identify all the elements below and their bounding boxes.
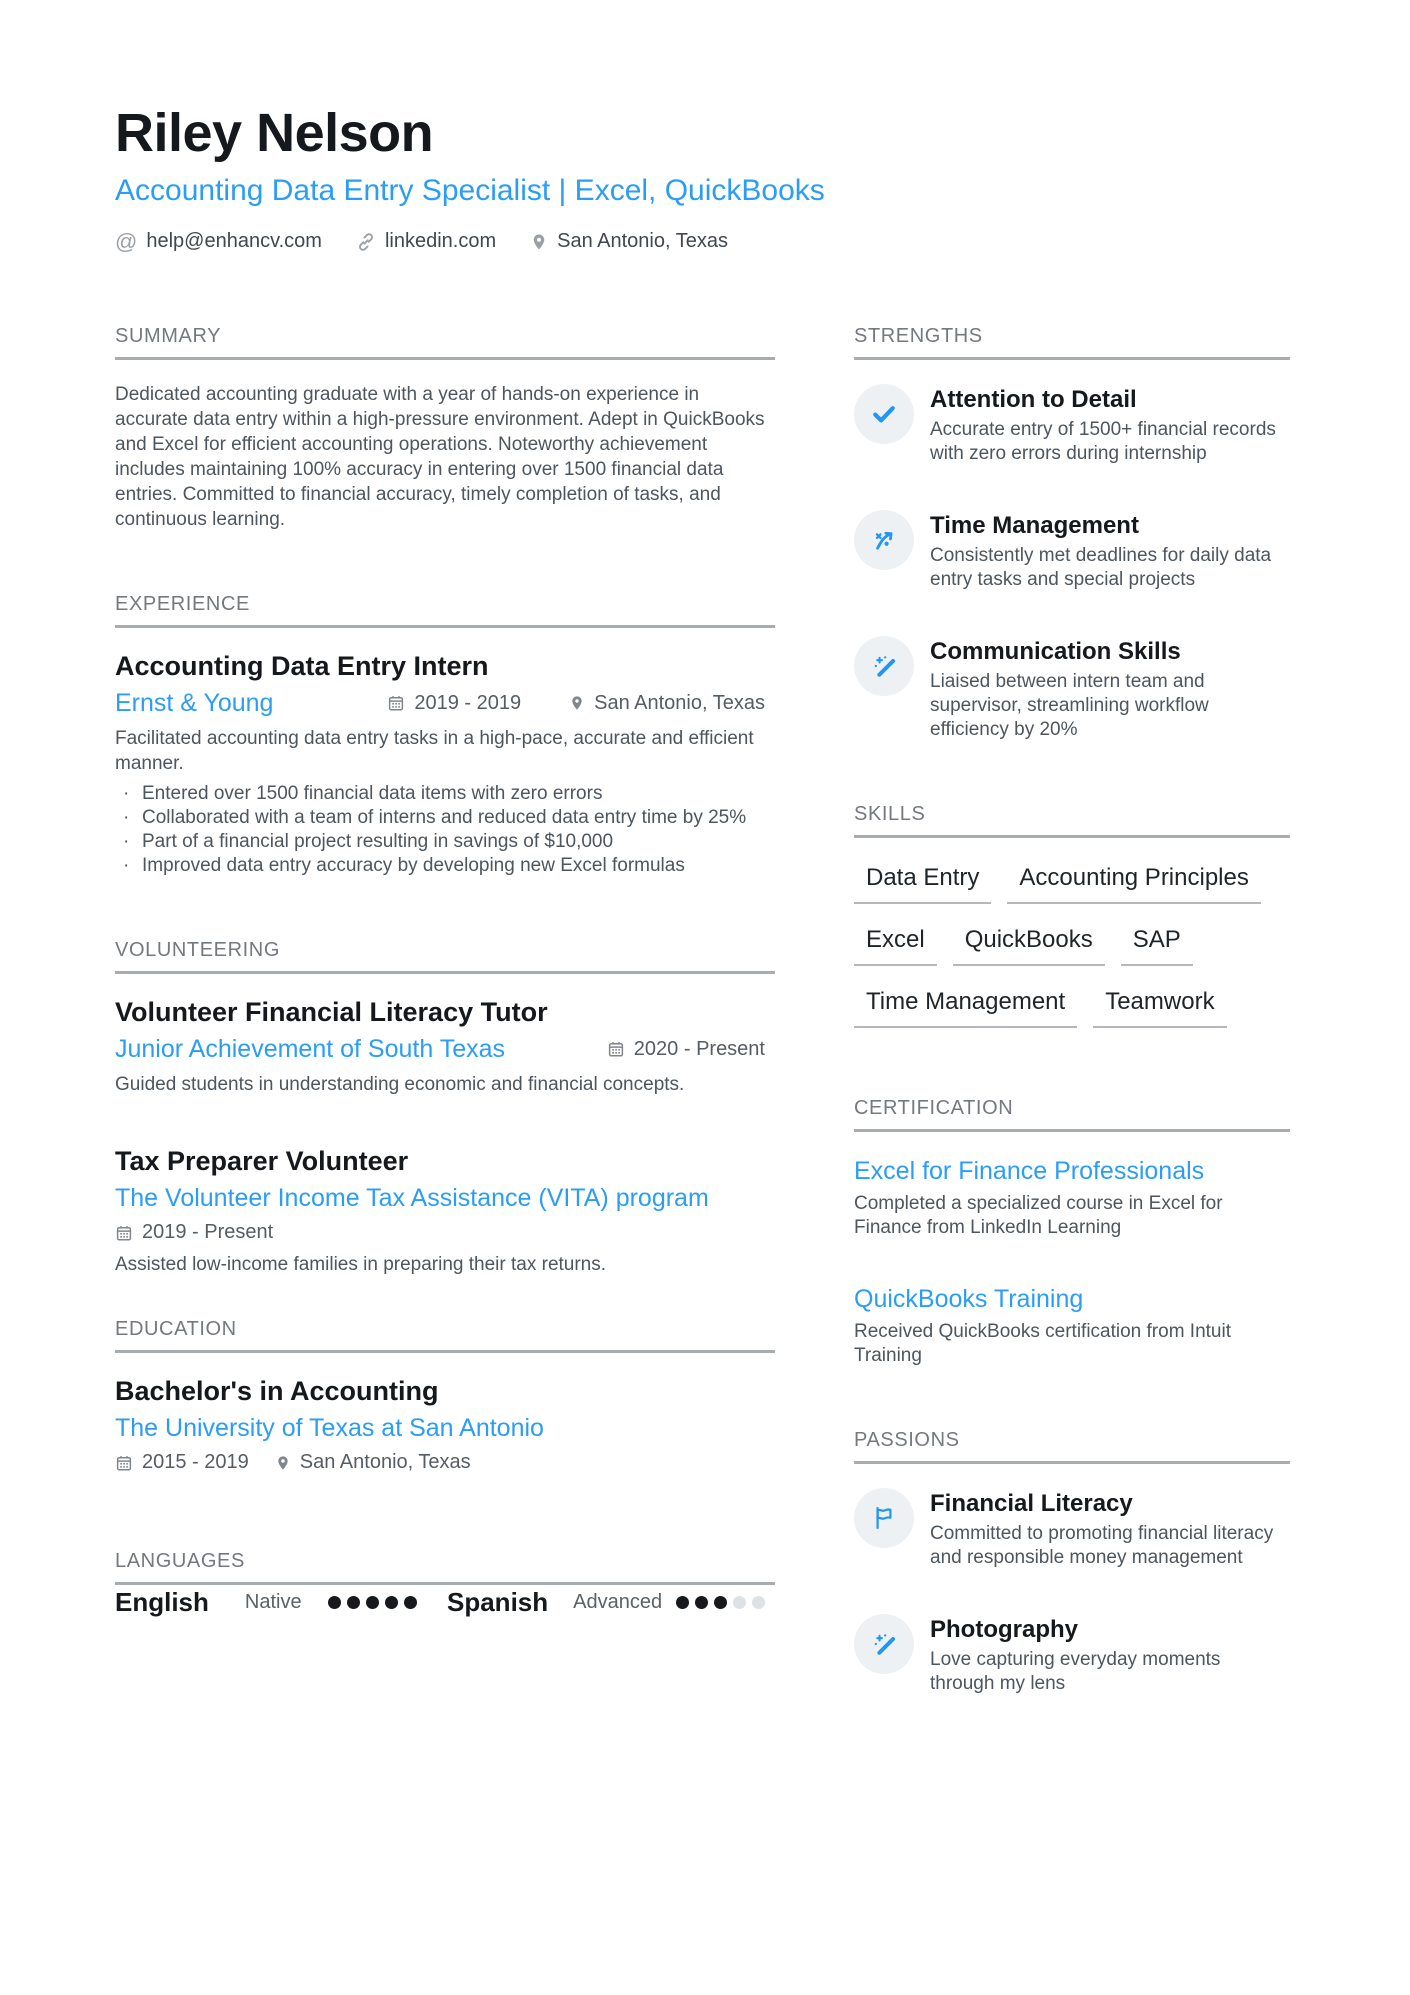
left-column <box>115 324 775 1696</box>
calendar-icon <box>115 1454 133 1472</box>
experience-entry <box>115 650 775 878</box>
proficiency-dot <box>404 1596 417 1609</box>
person-name: Riley Nelson <box>115 103 434 163</box>
language-item <box>115 1587 447 1618</box>
map-pin-icon <box>569 694 585 712</box>
map-pin-icon <box>275 1454 291 1472</box>
proficiency-dot <box>676 1596 689 1609</box>
volunteering-org-link[interactable]: The Volunteer Income Tax Assistance (VITA) program <box>115 1184 709 1212</box>
resume-header <box>115 104 1290 253</box>
certification-description: Completed a specialized course in Excel for Finance from LinkedIn Learning <box>854 1193 1223 1238</box>
summary-heading: SUMMARY <box>115 324 775 360</box>
passion-description: Committed to promoting financial literacy and responsible money management <box>930 1523 1274 1568</box>
certification-entry <box>854 1284 1290 1368</box>
certification-title-link[interactable]: Excel for Finance Professionals <box>854 1157 1205 1185</box>
passions-heading: PASSIONS <box>854 1428 1290 1464</box>
volunteering-title: Tax Preparer Volunteer <box>115 1146 409 1176</box>
summary-text: Dedicated accounting graduate with a year of hands-on experience in accurate data entry within a high-pressure environment. Adept in QuickBooks and Excel for efficient accounting operations. Noteworthy achievement includes maintaining 100% accuracy in entering over 1500 financial data entries. Committed to financial accuracy, timely completion of tasks, and continuous learning. <box>115 384 765 530</box>
contact-location <box>530 230 728 253</box>
check-icon <box>854 384 914 444</box>
calendar-icon <box>607 1040 625 1058</box>
languages-row <box>115 1587 775 1618</box>
contact-linkedin[interactable] <box>356 230 496 253</box>
location-text: San Antonio, Texas <box>557 230 728 252</box>
languages-heading: LANGUAGES <box>115 1549 775 1585</box>
volunteering-heading: VOLUNTEERING <box>115 938 775 974</box>
language-name: English <box>115 1587 209 1617</box>
experience-bullet: · Entered over 1500 financial data items with zero errors <box>115 782 775 806</box>
education-entry <box>115 1375 775 1474</box>
experience-date-text: 2019 - 2019 <box>414 691 522 714</box>
passion-title: Photography <box>930 1616 1078 1643</box>
certification-entry <box>854 1156 1290 1240</box>
skill-tag[interactable]: Excel <box>854 926 937 966</box>
language-item <box>447 1587 765 1618</box>
section-summary <box>115 324 775 532</box>
job-headline: Accounting Data Entry Specialist | Excel, QuickBooks <box>115 174 825 207</box>
proficiency-dot <box>695 1596 708 1609</box>
proficiency-dot <box>752 1596 765 1609</box>
section-education <box>115 1317 775 1474</box>
flag-icon <box>854 1488 914 1548</box>
experience-bullet: · Collaborated with a team of interns and reduced data entry time by 25% <box>115 806 775 830</box>
experience-location <box>569 692 765 715</box>
strength-title: Communication Skills <box>930 638 1181 665</box>
section-skills <box>854 802 1290 1028</box>
section-volunteering <box>115 938 775 1277</box>
calendar-icon <box>115 1224 133 1242</box>
strength-description: Liaised between intern team and supervisor, streamlining workflow efficiency by 20% <box>930 671 1209 740</box>
skill-tag[interactable]: Data Entry <box>854 864 991 904</box>
section-certification <box>854 1096 1290 1368</box>
map-pin-icon <box>530 232 548 252</box>
experience-location-text: San Antonio, Texas <box>594 691 765 714</box>
passion-title: Financial Literacy <box>930 1490 1133 1517</box>
volunteering-title: Volunteer Financial Literacy Tutor <box>115 997 548 1027</box>
education-heading: EDUCATION <box>115 1317 775 1353</box>
education-date-text: 2015 - 2019 <box>142 1451 249 1473</box>
skill-tag[interactable]: Time Management <box>854 988 1077 1028</box>
experience-title: Accounting Data Entry Intern <box>115 651 489 681</box>
right-column <box>854 324 1290 1696</box>
skill-tag[interactable]: QuickBooks <box>953 926 1105 966</box>
strength-description: Accurate entry of 1500+ financial records with zero errors during internship <box>930 419 1276 464</box>
volunteering-org-link[interactable]: Junior Achievement of South Texas <box>115 1035 506 1063</box>
strength-item <box>854 510 1290 592</box>
strength-title: Time Management <box>930 512 1139 539</box>
language-level: Native <box>244 1591 302 1613</box>
skills-list <box>854 864 1290 1028</box>
volunteering-entry <box>115 1145 775 1277</box>
skill-tag[interactable]: Teamwork <box>1093 988 1226 1028</box>
proficiency-dot <box>347 1596 360 1609</box>
skills-heading: SKILLS <box>854 802 1290 838</box>
experience-bullet: · Improved data entry accuracy by developing new Excel formulas <box>115 854 775 878</box>
education-degree: Bachelor's in Accounting <box>115 1376 439 1406</box>
volunteering-date-text: 2019 - Present <box>142 1221 274 1243</box>
volunteering-date <box>115 1221 273 1244</box>
magic-wand-icon <box>854 1614 914 1674</box>
language-level: Advanced <box>573 1591 663 1613</box>
experience-bullets <box>115 782 775 878</box>
strength-title: Attention to Detail <box>930 386 1137 413</box>
section-experience <box>115 592 775 878</box>
email-at-icon: @ <box>115 228 138 254</box>
certification-title-link[interactable]: QuickBooks Training <box>854 1285 1084 1313</box>
contact-email[interactable] <box>115 230 322 253</box>
experience-company-link[interactable]: Ernst & Young <box>115 689 274 717</box>
strength-description: Consistently met deadlines for daily data entry tasks and special projects <box>930 545 1272 590</box>
volunteering-date <box>607 1038 765 1061</box>
link-icon <box>356 232 376 252</box>
education-location-text: San Antonio, Texas <box>299 1451 471 1473</box>
education-school-link[interactable]: The University of Texas at San Antonio <box>115 1414 544 1442</box>
volunteering-entry <box>115 996 775 1097</box>
language-proficiency-dots <box>676 1596 765 1609</box>
volunteering-description: Guided students in understanding economic and financial concepts. <box>115 1074 685 1095</box>
proficiency-dot <box>366 1596 379 1609</box>
contact-row <box>115 230 1290 253</box>
section-strengths <box>854 324 1290 742</box>
passion-item <box>854 1488 1290 1570</box>
education-location <box>275 1451 471 1474</box>
certification-description: Received QuickBooks certification from Intuit Training <box>854 1321 1231 1366</box>
strength-item <box>854 636 1290 742</box>
proficiency-dot <box>733 1596 746 1609</box>
calendar-icon <box>387 694 405 712</box>
section-languages <box>115 1549 775 1618</box>
volunteering-date-text: 2020 - Present <box>633 1037 765 1060</box>
passion-description: Love capturing everyday moments through my lens <box>930 1649 1221 1694</box>
proficiency-dot <box>714 1596 727 1609</box>
experience-description: Facilitated accounting data entry tasks in a high-pace, accurate and efficient manner. <box>115 728 754 774</box>
section-passions <box>854 1428 1290 1696</box>
certification-heading: CERTIFICATION <box>854 1096 1290 1132</box>
volunteering-description: Assisted low-income families in preparing their tax returns. <box>115 1254 607 1275</box>
language-proficiency-dots <box>328 1596 417 1609</box>
strategy-icon <box>854 510 914 570</box>
experience-date <box>387 692 521 715</box>
strength-item <box>854 384 1290 466</box>
proficiency-dot <box>328 1596 341 1609</box>
experience-bullet: · Part of a financial project resulting in savings of $10,000 <box>115 830 775 854</box>
strengths-heading: STRENGTHS <box>854 324 1290 360</box>
skill-tag[interactable]: SAP <box>1121 926 1193 966</box>
skill-tag[interactable]: Accounting Principles <box>1007 864 1260 904</box>
email-text: help@enhancv.com <box>146 230 322 252</box>
magic-wand-icon <box>854 636 914 696</box>
passion-item <box>854 1614 1290 1696</box>
education-date <box>115 1451 249 1474</box>
linkedin-text: linkedin.com <box>384 230 497 252</box>
language-name: Spanish <box>447 1587 549 1617</box>
experience-heading: EXPERIENCE <box>115 592 775 628</box>
proficiency-dot <box>385 1596 398 1609</box>
